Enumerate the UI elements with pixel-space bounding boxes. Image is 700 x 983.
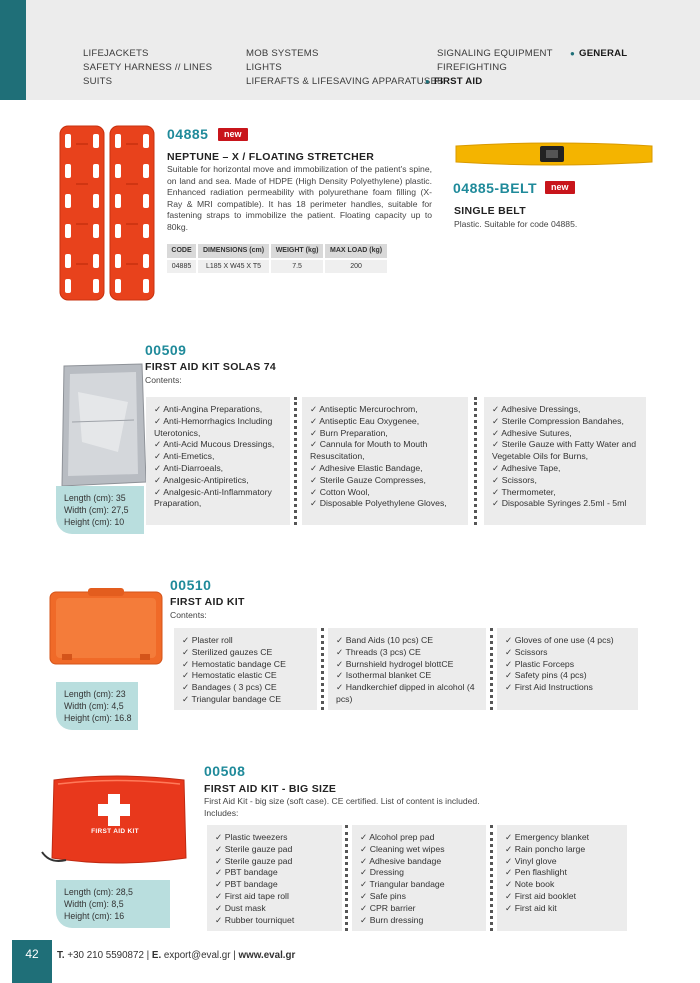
product-description-big-size: First Aid Kit - big size (soft case). CE certified. List of content is included.	[204, 796, 480, 806]
nav-link-lifejackets[interactable]: LIFEJACKETS	[83, 48, 149, 59]
contents-box-00508-col1	[207, 825, 342, 931]
nav-column-1	[83, 47, 212, 89]
product-code-04885: 04885	[167, 126, 209, 142]
list-item: ✓ First Aid Instructions	[505, 682, 593, 693]
nav-column-2	[246, 47, 444, 89]
dimensions-tag-00508	[56, 880, 170, 928]
list-item: ✓ Safe pins	[360, 890, 406, 901]
dimensions-tag-00509	[56, 486, 144, 534]
nav-link-signaling[interactable]: SIGNALING EQUIPMENT	[437, 48, 553, 59]
list-item: ✓ Antiseptic Eau Oxygenee,	[310, 415, 420, 426]
list-item: ✓ Triangular bandage CE	[182, 693, 282, 704]
bag-shape	[40, 772, 190, 870]
list-item: ✓ Scissors	[505, 646, 548, 657]
list-item: ✓ Sterile Gauze with Fatty Water and Vegetable Oils for Burns,	[492, 439, 637, 462]
dimension-width: Width (cm): 27,5	[64, 505, 129, 515]
page-number: 42	[12, 940, 52, 983]
list-item: ✓ Adhesive Elastic Bandage,	[310, 462, 423, 473]
list-item: ✓ Disposable Polyethylene Gloves,	[310, 498, 447, 509]
column-divider	[321, 628, 324, 710]
contents-box-00508-col3	[497, 825, 627, 931]
solas-kit-image	[58, 362, 148, 488]
product-code-belt: 04885-BELT	[453, 180, 538, 196]
dimension-height: Height (cm): 10	[64, 517, 125, 527]
list-item: ✓ Plastic Forceps	[505, 658, 575, 669]
product-title-belt: SINGLE BELT	[454, 205, 526, 217]
list-item: ✓ Disposable Syringes 2.5ml - 5ml	[492, 498, 627, 509]
list-item: ✓ Cotton Wool,	[310, 486, 370, 497]
product-title-first-aid-kit: FIRST AID KIT	[170, 596, 245, 608]
table-header-max-load: MAX LOAD (kg)	[325, 244, 387, 258]
column-divider	[345, 825, 348, 931]
list-item: ✓ Antiseptic Mercurochrom,	[310, 404, 418, 414]
list-item: ✓ First aid booklet	[505, 890, 577, 901]
list-item: ✓ CPR barrier	[360, 902, 416, 913]
list-item: ✓ Anti-Hemorrhagics Including Uterotonics,	[154, 415, 273, 438]
list-item: ✓ Anti-Diarroeals,	[154, 462, 224, 473]
dimensions-tag-00510	[56, 682, 138, 730]
product-title-big-size: FIRST AID KIT - BIG SIZE	[204, 783, 337, 795]
list-item: ✓ PBT bandage	[215, 867, 278, 878]
list-item: ✓ Analgesic-Anti-Inflammatory Praparation,	[154, 486, 272, 509]
spec-table-04885	[165, 242, 389, 275]
list-item: ✓ Sterile Compression Bandahes,	[492, 415, 624, 426]
table-cell-weight: 7.5	[271, 260, 323, 273]
list-item: ✓ Thermometer,	[492, 486, 556, 497]
list-item: ✓ Anti-Emetics,	[154, 451, 215, 462]
list-item: ✓ Burn dressing	[360, 914, 424, 925]
first-aid-case-image	[48, 586, 164, 666]
table-cell-max-load: 200	[325, 260, 387, 273]
list-item: ✓ PBT bandage	[215, 879, 278, 890]
contents-box-00510-col2	[328, 628, 486, 710]
contents-label: Contents:	[145, 375, 182, 385]
email-link[interactable]: export@eval.gr |	[163, 950, 236, 961]
list-item: ✓ Analgesic-Antipiretics,	[154, 474, 249, 485]
list-item: ✓ Sterile gauze pad	[215, 843, 293, 854]
contents-box-00509-col1	[146, 397, 290, 525]
nav-link-safety-harness[interactable]: SAFETY HARNESS // LINES	[83, 62, 213, 73]
nav-link-firefighting[interactable]: FIREFIGHTING	[437, 62, 508, 73]
product-title-stretcher: NEPTUNE – X / FLOATING STRETCHER	[167, 151, 375, 163]
new-badge-belt: new	[545, 181, 575, 194]
list-item: ✓ Anti-Acid Mucous Dressings,	[154, 439, 275, 450]
list-item: ✓ Dust mask	[215, 902, 266, 913]
list-item: ✓ Bandages ( 3 pcs) CE	[182, 682, 277, 693]
header-bar	[0, 0, 700, 100]
contents-box-00509-col2	[302, 397, 468, 525]
list-item: ✓ Cleaning wet wipes	[360, 843, 445, 854]
table-header-weight: WEIGHT (kg)	[271, 244, 323, 258]
list-item: ✓ First aid kit	[505, 902, 557, 913]
column-divider	[490, 628, 493, 710]
list-item: ✓ Sterilized gauzes CE	[182, 646, 273, 657]
dimension-width: Width (cm): 8,5	[64, 899, 124, 909]
list-item: ✓ Emergency blanket	[505, 832, 590, 842]
product-code-00509: 00509	[145, 342, 187, 358]
nav-link-liferafts[interactable]: LIFERAFTS & LIFESAVING APPARATUSES	[246, 76, 444, 87]
dimension-length: Length (cm): 28,5	[64, 887, 133, 897]
list-item: ✓ Rubber tourniquet	[215, 914, 295, 925]
dimension-height: Height (cm): 16	[64, 911, 125, 921]
list-item: ✓ Note book	[505, 879, 555, 890]
list-item: ✓ Sterile gauze pad	[215, 855, 293, 866]
phone-label: T.	[57, 950, 65, 961]
nav-link-suits[interactable]: SUITS	[83, 76, 113, 87]
list-item: ✓ Rain poncho large	[505, 843, 586, 854]
list-item: ✓ First aid tape roll	[215, 890, 289, 901]
list-item: ✓ Cannula for Mouth to Mouth Resuscitation,	[310, 439, 428, 462]
list-item: ✓ Pen flashlight	[505, 867, 567, 878]
column-divider	[294, 397, 297, 525]
list-item: ✓ Triangular bandage	[360, 879, 445, 890]
nav-column-4	[579, 47, 628, 61]
dimension-length: Length (cm): 35	[64, 493, 126, 503]
list-item: ✓ Band Aids (10 pcs) CE	[336, 635, 434, 645]
contents-box-00510-col3	[497, 628, 638, 710]
list-item: ✓ Hemostatic elastic CE	[182, 670, 277, 681]
new-badge: new	[218, 128, 248, 141]
contents-label: Contents:	[170, 610, 207, 620]
belt-image	[454, 138, 654, 170]
product-code-00510: 00510	[170, 577, 212, 593]
nav-link-general[interactable]: ● GENERAL	[582, 47, 627, 61]
contents-box-00510-col1	[174, 628, 317, 710]
product-code-00508: 00508	[204, 763, 246, 779]
list-item: ✓ Plastic tweezers	[215, 832, 288, 842]
product-title-solas: FIRST AID KIT SOLAS 74	[145, 361, 277, 373]
list-item: ✓ Sterile Gauze Compresses,	[310, 474, 426, 485]
nav-link-first-aid[interactable]: ● FIRST AID	[437, 75, 553, 89]
product-description-belt: Plastic. Suitable for code 04885.	[454, 219, 578, 229]
dimension-height: Height (cm): 16.8	[64, 713, 132, 723]
list-item: ✓ Adhesive Sutures,	[492, 427, 572, 438]
list-item: ✓ Hemostatic bandage CE	[182, 658, 286, 669]
phone-number[interactable]: +30 210 5590872 |	[67, 950, 150, 961]
list-item: ✓ Handkerchief dipped in alcohol (4 pcs)	[336, 682, 475, 704]
list-item: ✓ Isothermal blanket CE	[336, 670, 432, 681]
stretcher-image	[58, 124, 158, 302]
list-item: ✓ Anti-Angina Preparations,	[154, 404, 263, 414]
soft-first-aid-bag-image	[40, 772, 190, 870]
list-item: ✓ Vinyl glove	[505, 855, 557, 866]
contents-box-00508-col2	[352, 825, 486, 931]
header-accent	[0, 0, 26, 100]
table-cell-dimensions: L185 X W45 X T5	[198, 260, 269, 273]
list-item: ✓ Safety pins (4 pcs)	[505, 670, 587, 681]
bag-label: FIRST AID KIT	[91, 828, 139, 835]
footer-contact	[57, 950, 295, 961]
table-header-dimensions: DIMENSIONS (cm)	[198, 244, 269, 258]
dimension-width: Width (cm): 4,5	[64, 701, 124, 711]
list-item: ✓ Gloves of one use (4 pcs)	[505, 635, 614, 645]
list-item: ✓ Plaster roll	[182, 635, 233, 645]
list-item: ✓ Adhesive Tape,	[492, 462, 561, 473]
list-item: ✓ Adhesive Dressings,	[492, 404, 581, 414]
email-label: E.	[151, 950, 162, 961]
table-cell-code: 04885	[167, 260, 196, 273]
list-item: ✓ Threads (3 pcs) CE	[336, 646, 421, 657]
list-item: ✓ Dressing	[360, 867, 404, 878]
table-header-code: CODE	[167, 244, 196, 258]
list-item: ✓ Alcohol prep pad	[360, 832, 435, 842]
column-divider	[490, 825, 493, 931]
list-item: ✓ Burnshield hydrogel blottCE	[336, 658, 454, 669]
list-item: ✓ Burn Preparation,	[310, 427, 388, 438]
dimension-length: Length (cm): 23	[64, 689, 126, 699]
nav-link-mob-systems[interactable]: MOB SYSTEMS	[246, 48, 319, 59]
nav-column-3	[434, 47, 553, 89]
column-divider	[474, 397, 477, 525]
includes-label: Includes:	[204, 808, 239, 818]
nav-link-lights[interactable]: LIGHTS	[246, 62, 282, 73]
website-link[interactable]: www.eval.gr	[238, 950, 296, 961]
list-item: ✓ Adhesive bandage	[360, 855, 442, 866]
product-description-stretcher: Suitable for horizontal move and immobilization of the patient's spine, on land and sea. Made of HDPE (High Density Polyethylene) plastic. Enhanced radiation permeability with polyurethane foam filling (X-Ray & MRI compatible). It has 18 perimeter handles, suitable for fastening straps to immobilize the patient. Floating capacity up to 80kg.	[167, 164, 432, 232]
list-item: ✓ Scissors,	[492, 474, 537, 485]
contents-box-00509-col3	[484, 397, 646, 525]
